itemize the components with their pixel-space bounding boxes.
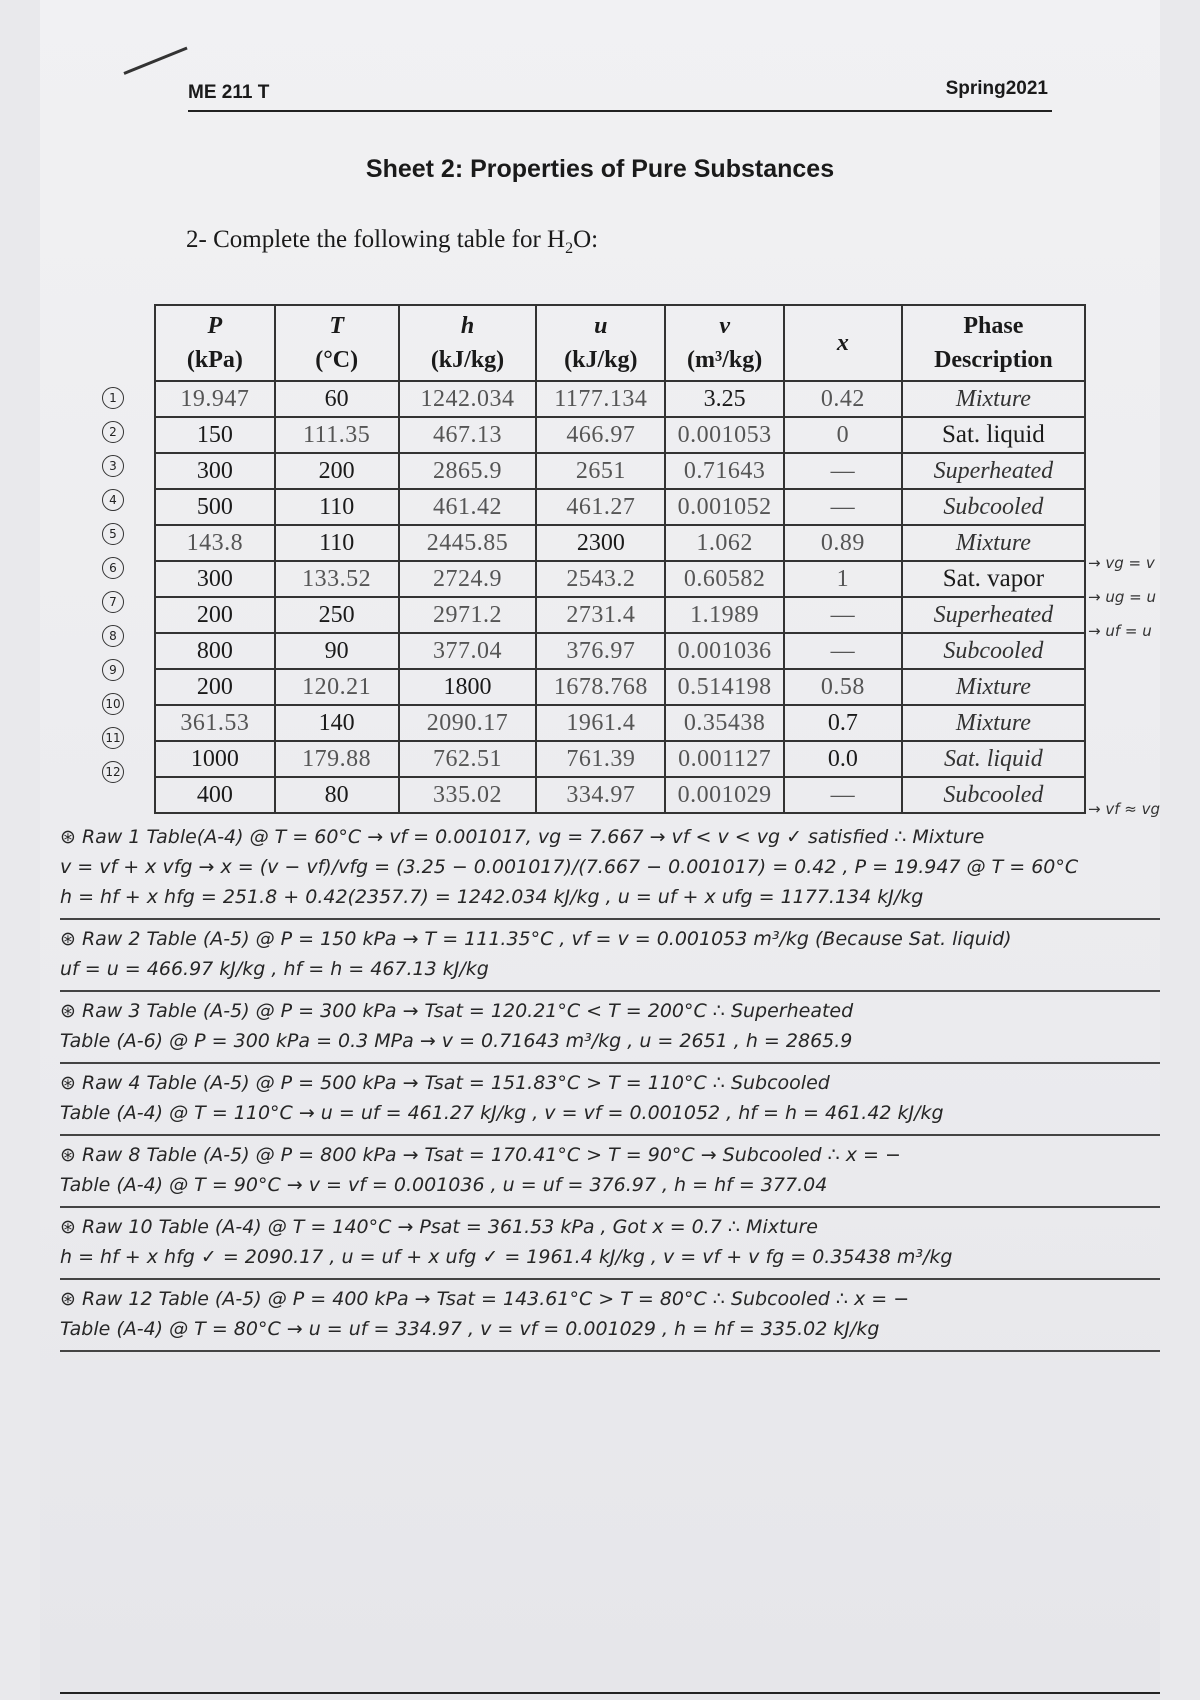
column-header-unit: (kJ/kg): [564, 347, 638, 373]
table-cell: 200: [155, 597, 275, 633]
table-row: [155, 417, 1085, 453]
table-cell: 111.35: [275, 417, 399, 453]
solution-block: [60, 1208, 1160, 1280]
table-cell: 376.97: [536, 633, 665, 669]
table-cell: 19.947: [155, 381, 275, 417]
row-number: [102, 381, 150, 415]
table-cell: Subcooled: [902, 633, 1085, 669]
row-number: [102, 687, 150, 721]
column-header-symbol: h: [460, 313, 475, 339]
solution-block: [60, 1280, 1160, 1352]
table-cell: 1.062: [665, 525, 784, 561]
row-number: [102, 755, 150, 789]
table-cell: 80: [275, 777, 399, 813]
table-cell: 2445.85: [399, 525, 537, 561]
table-cell: 0.0: [784, 741, 902, 777]
table-cell: 461.27: [536, 489, 665, 525]
table-cell: 2865.9: [399, 453, 537, 489]
row-number-circle: 4: [102, 489, 124, 511]
table-cell: 0.001036: [665, 633, 784, 669]
table-cell: 361.53: [155, 705, 275, 741]
row-number: [102, 517, 150, 551]
solution-block: [60, 818, 1160, 920]
table-row: [155, 597, 1085, 633]
table-cell: 1177.134: [536, 381, 665, 417]
table-row: [155, 741, 1085, 777]
table-cell: Sat. liquid: [902, 741, 1085, 777]
sheet-title: Sheet 2: Properties of Pure Substances: [365, 155, 835, 183]
row-number-circle: 12: [102, 761, 124, 783]
table-cell: Subcooled: [902, 777, 1085, 813]
table-cell: Mixture: [902, 381, 1085, 417]
table-cell: Sat. liquid: [902, 417, 1085, 453]
table-cell: 300: [155, 453, 275, 489]
table-cell: Mixture: [902, 669, 1085, 705]
table-cell: 150: [155, 417, 275, 453]
row-number: [102, 721, 150, 755]
solution-block: [60, 992, 1160, 1064]
column-header-unit: (°C): [315, 347, 359, 373]
table-cell: Mixture: [902, 525, 1085, 561]
table-cell: Superheated: [902, 597, 1085, 633]
solution-line: ⊛ Raw 8 Table (A-5) @ P = 800 kPa → Tsat = 170.41°C > T = 90°C → Subcooled ∴ x = −: [60, 1144, 901, 1166]
solution-block: [60, 1064, 1160, 1136]
table-cell: 143.8: [155, 525, 275, 561]
row-number: [102, 449, 150, 483]
table-cell: 800: [155, 633, 275, 669]
table-cell: 1678.768: [536, 669, 665, 705]
table-row: [155, 453, 1085, 489]
column-header: [155, 305, 275, 381]
table-row: [155, 489, 1085, 525]
table-cell: 500: [155, 489, 275, 525]
row-number-circle: 5: [102, 523, 124, 545]
column-header: [665, 305, 784, 381]
table-cell: 120.21: [275, 669, 399, 705]
row-number: [102, 619, 150, 653]
solution-block: [60, 1136, 1160, 1208]
properties-table: [154, 304, 1086, 814]
solution-line: h = hf + x hfg ✓ = 2090.17 , u = uf + x ufg ✓ = 1961.4 kJ/kg , v = vf + v fg = 0.35438 m³/kg: [60, 1246, 953, 1268]
table-cell: 0.001052: [665, 489, 784, 525]
solution-line: Table (A-4) @ T = 90°C → v = vf = 0.001036 , u = uf = 376.97 , h = hf = 377.04: [60, 1174, 828, 1196]
solution-line: ⊛ Raw 10 Table (A-4) @ T = 140°C → Psat = 361.53 kPa , Got x = 0.7 ∴ Mixture: [60, 1216, 818, 1238]
column-header-symbol: P: [207, 313, 223, 339]
row-number-circle: 8: [102, 625, 124, 647]
solution-work: [60, 818, 1160, 1352]
table-cell: Subcooled: [902, 489, 1085, 525]
solution-line: Table (A-4) @ T = 80°C → u = uf = 334.97 , v = vf = 0.001029 , h = hf = 335.02 kJ/kg: [60, 1318, 880, 1340]
table-cell: 2090.17: [399, 705, 537, 741]
column-header-symbol: Phase: [963, 313, 1024, 339]
table-cell: 0.35438: [665, 705, 784, 741]
column-header: [399, 305, 537, 381]
solution-line: h = hf + x hfg = 251.8 + 0.42(2357.7) = 1242.034 kJ/kg , u = uf + x ufg = 1177.134 kJ/kg: [60, 886, 924, 908]
column-header: [902, 305, 1085, 381]
table-body: [155, 381, 1085, 813]
table-cell: 400: [155, 777, 275, 813]
table-cell: 0.001029: [665, 777, 784, 813]
table-cell: Superheated: [902, 453, 1085, 489]
table-row: [155, 669, 1085, 705]
solution-line: ⊛ Raw 2 Table (A-5) @ P = 150 kPa → T = 111.35°C , vf = v = 0.001053 m³/kg (Because Sat. liquid): [60, 928, 1012, 950]
question-text: [186, 226, 598, 258]
row-number: [102, 551, 150, 585]
solution-line: ⊛ Raw 4 Table (A-5) @ P = 500 kPa → Tsat = 151.83°C > T = 110°C ∴ Subcooled: [60, 1072, 830, 1094]
table-cell: 1: [784, 561, 902, 597]
table-cell: Sat. vapor: [902, 561, 1085, 597]
solution-line: Table (A-6) @ P = 300 kPa = 0.3 MPa → v = 0.71643 m³/kg , u = 2651 , h = 2865.9: [60, 1030, 853, 1052]
table-cell: 90: [275, 633, 399, 669]
question-prefix: 2- Complete the following table for H: [186, 226, 566, 253]
solution-block: [60, 920, 1160, 992]
bottom-rule: [60, 1692, 1160, 1694]
row-number-circle: 9: [102, 659, 124, 681]
table-cell: 0.7: [784, 705, 902, 741]
question-suffix: O:: [573, 226, 599, 253]
term-label: Spring2021: [945, 78, 1048, 99]
table-cell: 0.42: [784, 381, 902, 417]
column-header: [536, 305, 665, 381]
solution-line: ⊛ Raw 1 Table(A-4) @ T = 60°C → vf = 0.001017, vg = 7.667 → vf < v < vg ✓ satisfied ∴ Mixture: [60, 826, 985, 848]
table-cell: 461.42: [399, 489, 537, 525]
table-cell: 60: [275, 381, 399, 417]
table-cell: 0.89: [784, 525, 902, 561]
table-cell: 0.514198: [665, 669, 784, 705]
table-cell: 762.51: [399, 741, 537, 777]
table-cell: 0: [784, 417, 902, 453]
question-subscript: 2: [565, 240, 574, 257]
table-cell: 110: [275, 489, 399, 525]
table-cell: 761.39: [536, 741, 665, 777]
column-header-unit: (m³/kg): [687, 347, 763, 373]
table-row: [155, 381, 1085, 417]
table-cell: 3.25: [665, 381, 784, 417]
row-number-circle: 3: [102, 455, 124, 477]
row-number: [102, 415, 150, 449]
margin-note: → uf = u: [1088, 622, 1152, 640]
table-cell: 0.58: [784, 669, 902, 705]
row-number-circle: 7: [102, 591, 124, 613]
column-header-symbol: T: [329, 313, 344, 339]
row-number: [102, 483, 150, 517]
table-cell: —: [784, 777, 902, 813]
column-header-unit: (kJ/kg): [430, 347, 505, 373]
row-number-circle: 1: [102, 387, 124, 409]
table-cell: 200: [275, 453, 399, 489]
table-cell: 2731.4: [536, 597, 665, 633]
table-cell: 377.04: [399, 633, 537, 669]
table-cell: 300: [155, 561, 275, 597]
row-number: [102, 653, 150, 687]
table-cell: 466.97: [536, 417, 665, 453]
table-cell: 133.52: [275, 561, 399, 597]
table-cell: 0.60582: [665, 561, 784, 597]
table-row: [155, 705, 1085, 741]
column-header-symbol: v: [719, 313, 730, 339]
solution-line: Table (A-4) @ T = 110°C → u = uf = 461.27 kJ/kg , v = vf = 0.001052 , hf = h = 461.42 kJ/kg: [60, 1102, 944, 1124]
table-cell: 110: [275, 525, 399, 561]
table-cell: 335.02: [399, 777, 537, 813]
row-number-circle: 6: [102, 557, 124, 579]
solution-line: ⊛ Raw 12 Table (A-5) @ P = 400 kPa → Tsat = 143.61°C > T = 80°C ∴ Subcooled ∴ x = −: [60, 1288, 910, 1310]
solution-line: v = vf + x vfg → x = (v − vf)/vfg = (3.25 − 0.001017)/(7.667 − 0.001017) = 0.42 , P = 19.947 @ T = 60°C: [60, 856, 1079, 878]
table-cell: 140: [275, 705, 399, 741]
table-cell: 1800: [399, 669, 537, 705]
table-cell: Mixture: [902, 705, 1085, 741]
table-cell: 334.97: [536, 777, 665, 813]
table-row: [155, 561, 1085, 597]
table-cell: 1000: [155, 741, 275, 777]
solution-line: uf = u = 466.97 kJ/kg , hf = h = 467.13 kJ/kg: [60, 958, 489, 980]
margin-note: → vg = v: [1088, 554, 1155, 572]
table-cell: 1242.034: [399, 381, 537, 417]
solution-line: ⊛ Raw 3 Table (A-5) @ P = 300 kPa → Tsat = 120.21°C < T = 200°C ∴ Superheated: [60, 1000, 854, 1022]
table-cell: 179.88: [275, 741, 399, 777]
table-cell: 0.001127: [665, 741, 784, 777]
row-number-circle: 11: [102, 727, 124, 749]
table-cell: 1961.4: [536, 705, 665, 741]
page-header: [188, 78, 1052, 112]
table-cell: 0.71643: [665, 453, 784, 489]
column-header-unit: (kPa): [186, 347, 243, 373]
table-cell: —: [784, 489, 902, 525]
table-cell: 2724.9: [399, 561, 537, 597]
row-number-circle: 10: [102, 693, 124, 715]
table-cell: 250: [275, 597, 399, 633]
column-header: [275, 305, 399, 381]
column-header-symbol: x: [836, 330, 849, 356]
table-cell: 1.1989: [665, 597, 784, 633]
table-row: [155, 633, 1085, 669]
table-cell: 2651: [536, 453, 665, 489]
table-cell: —: [784, 453, 902, 489]
table-cell: 2543.2: [536, 561, 665, 597]
table-cell: —: [784, 633, 902, 669]
row-number-circle: 2: [102, 421, 124, 443]
table-cell: 2971.2: [399, 597, 537, 633]
table-cell: 0.001053: [665, 417, 784, 453]
row-number: [102, 585, 150, 619]
column-header: [784, 305, 902, 381]
table-cell: 467.13: [399, 417, 537, 453]
table-cell: 2300: [536, 525, 665, 561]
table-cell: 200: [155, 669, 275, 705]
course-code: ME 211 T: [188, 82, 270, 103]
margin-note: → vf ≈ vg: [1088, 800, 1160, 818]
column-header-unit: Description: [934, 347, 1053, 373]
table-row: [155, 777, 1085, 813]
table-cell: —: [784, 597, 902, 633]
column-header-symbol: u: [594, 313, 608, 339]
table-header-row: [155, 305, 1085, 381]
margin-note: → ug = u: [1088, 588, 1156, 606]
table-row: [155, 525, 1085, 561]
row-number-column: [102, 381, 150, 789]
